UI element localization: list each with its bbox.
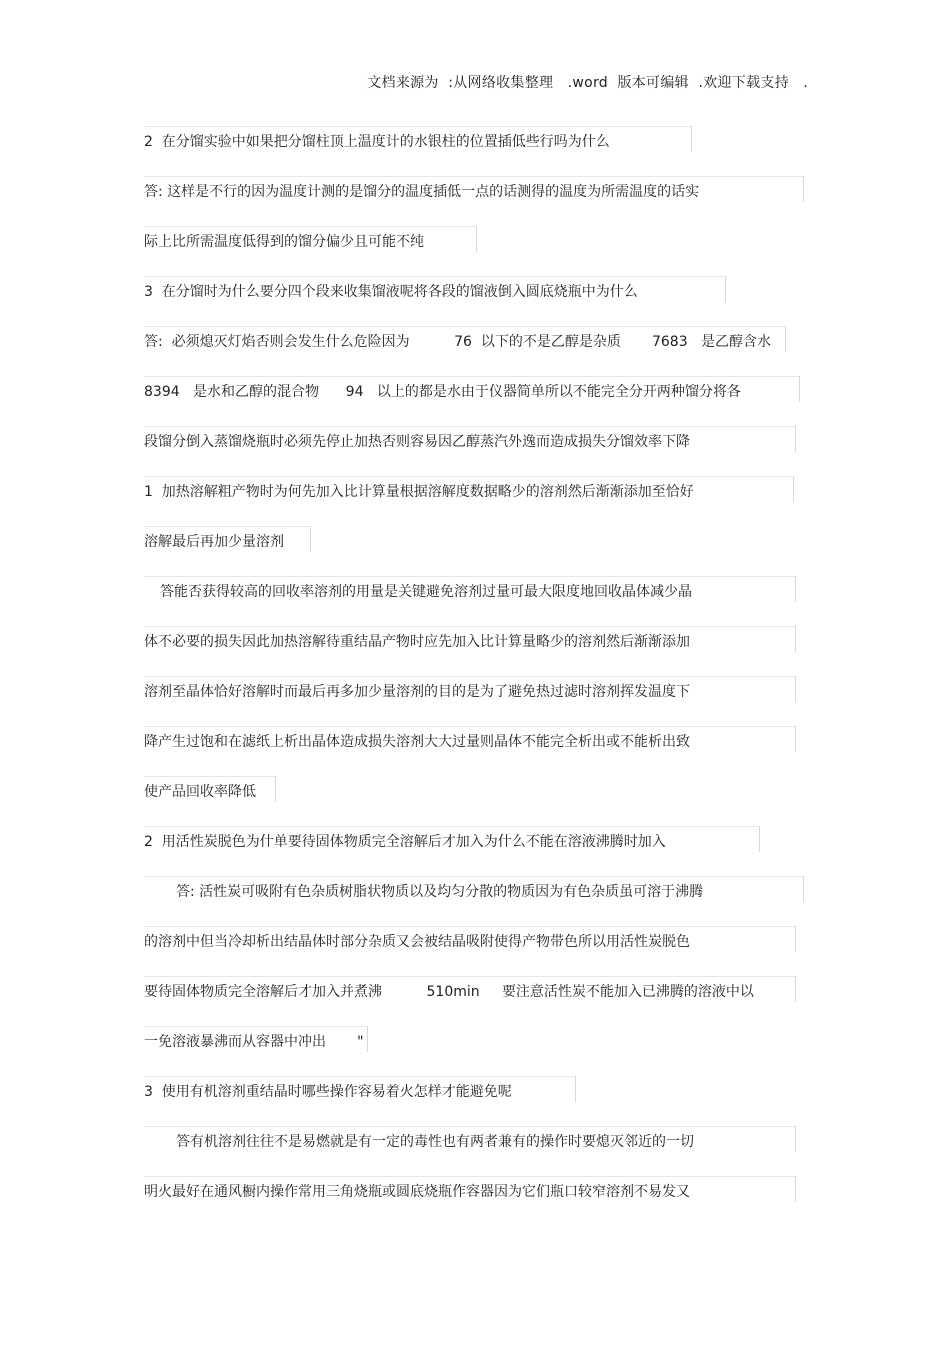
text-line bbox=[144, 228, 477, 256]
text-line bbox=[144, 728, 796, 756]
text-line bbox=[144, 528, 311, 556]
text-line bbox=[144, 278, 726, 306]
text-line bbox=[144, 428, 796, 456]
text-line-content: 溶剂至晶体恰好溶解时而最后再多加少量溶剂的目的是为了避免热过滤时溶剂挥发温度下 bbox=[144, 684, 690, 700]
text-line-content: 的溶剂中但当冷却析出结晶体时部分杂质又会被结晶吸附使得产物带色所以用活性炭脱色 bbox=[144, 934, 690, 950]
text-line-content: 际上比所需温度低得到的馏分偏少且可能不纯 bbox=[144, 234, 424, 250]
text-line bbox=[144, 1178, 796, 1206]
text-line-content: 一免溶液暴沸而从容器中冲出 " bbox=[144, 1034, 364, 1050]
text-line bbox=[144, 628, 796, 656]
text-line-content: 使产品回收率降低 bbox=[144, 784, 256, 800]
text-line-content: 3 使用有机溶剂重结晶时哪些操作容易着火怎样才能避免呢 bbox=[144, 1084, 512, 1100]
text-line-content: 段馏分倒入蒸馏烧瓶时必须先停止加热否则容易因乙醇蒸汽外逸而造成损失分馏效率下降 bbox=[144, 434, 690, 450]
page-header: 文档来源为 :从网络收集整理 .word 版本可编辑 .欢迎下载支持 . bbox=[367, 75, 808, 91]
text-line bbox=[144, 378, 800, 406]
text-line-content: 8394 是水和乙醇的混合物 94 以上的都是水由于仪器简单所以不能完全分开两种馏分将各 bbox=[144, 384, 741, 400]
text-line-content: 要待固体物质完全溶解后才加入并煮沸 510min 要注意活性炭不能加入已沸腾的溶液中以 bbox=[144, 984, 754, 1000]
text-line-content: 体不必要的损失因此加热溶解待重结晶产物时应先加入比计算量略少的溶剂然后渐渐添加 bbox=[144, 634, 690, 650]
text-line-content: 2 用活性炭脱色为什单要待固体物质完全溶解后才加入为什么不能在溶液沸腾时加入 bbox=[144, 834, 666, 850]
text-line-content: 答: 这样是不行的因为温度计测的是馏分的温度插低一点的话测得的温度为所需温度的话实 bbox=[144, 184, 700, 200]
text-line bbox=[144, 878, 804, 906]
text-line bbox=[144, 128, 692, 156]
text-line-content: 2 在分馏实验中如果把分馏柱顶上温度计的水银柱的位置插低些行吗为什么 bbox=[144, 134, 610, 150]
text-line-content: 1 加热溶解粗产物时为何先加入比计算量根据溶解度数据略少的溶剂然后渐渐添加至恰好 bbox=[144, 484, 694, 500]
text-line bbox=[144, 678, 796, 706]
text-line-content: 答能否获得较高的回收率溶剂的用量是关键避免溶剂过量可最大限度地回收晶体减少晶 bbox=[160, 584, 692, 600]
text-line bbox=[144, 578, 796, 606]
text-line-content: 答有机溶剂往往不是易燃就是有一定的毒性也有两者兼有的操作时要熄灭邻近的一切 bbox=[176, 1134, 694, 1150]
text-line bbox=[144, 928, 796, 956]
text-line-content: 明火最好在通风橱内操作常用三角烧瓶或圆底烧瓶作容器因为它们瓶口较窄溶剂不易发又 bbox=[144, 1184, 690, 1200]
text-line-content: 答: 必须熄灭灯焰否则会发生什么危险因为 76 以下的不是乙醇是杂质 7683 是乙醇含水 bbox=[144, 334, 771, 350]
text-line bbox=[144, 178, 804, 206]
text-line bbox=[144, 828, 760, 856]
text-line-content: 3 在分馏时为什么要分四个段来收集馏液呢将各段的馏液倒入圆底烧瓶中为什么 bbox=[144, 284, 638, 300]
text-line bbox=[144, 1128, 796, 1156]
text-line bbox=[144, 778, 276, 806]
text-line bbox=[144, 328, 786, 356]
text-line bbox=[144, 1028, 368, 1056]
text-line-content: 溶解最后再加少量溶剂 bbox=[144, 534, 284, 550]
text-line-content: 降产生过饱和在滤纸上析出晶体造成损失溶剂大大过量则晶体不能完全析出或不能析出致 bbox=[144, 734, 690, 750]
text-line bbox=[144, 978, 796, 1006]
text-line bbox=[144, 478, 794, 506]
text-line-content: 答: 活性炭可吸附有色杂质树脂状物质以及均匀分散的物质因为有色杂质虽可溶于沸腾 bbox=[176, 884, 704, 900]
text-line bbox=[144, 1078, 576, 1106]
